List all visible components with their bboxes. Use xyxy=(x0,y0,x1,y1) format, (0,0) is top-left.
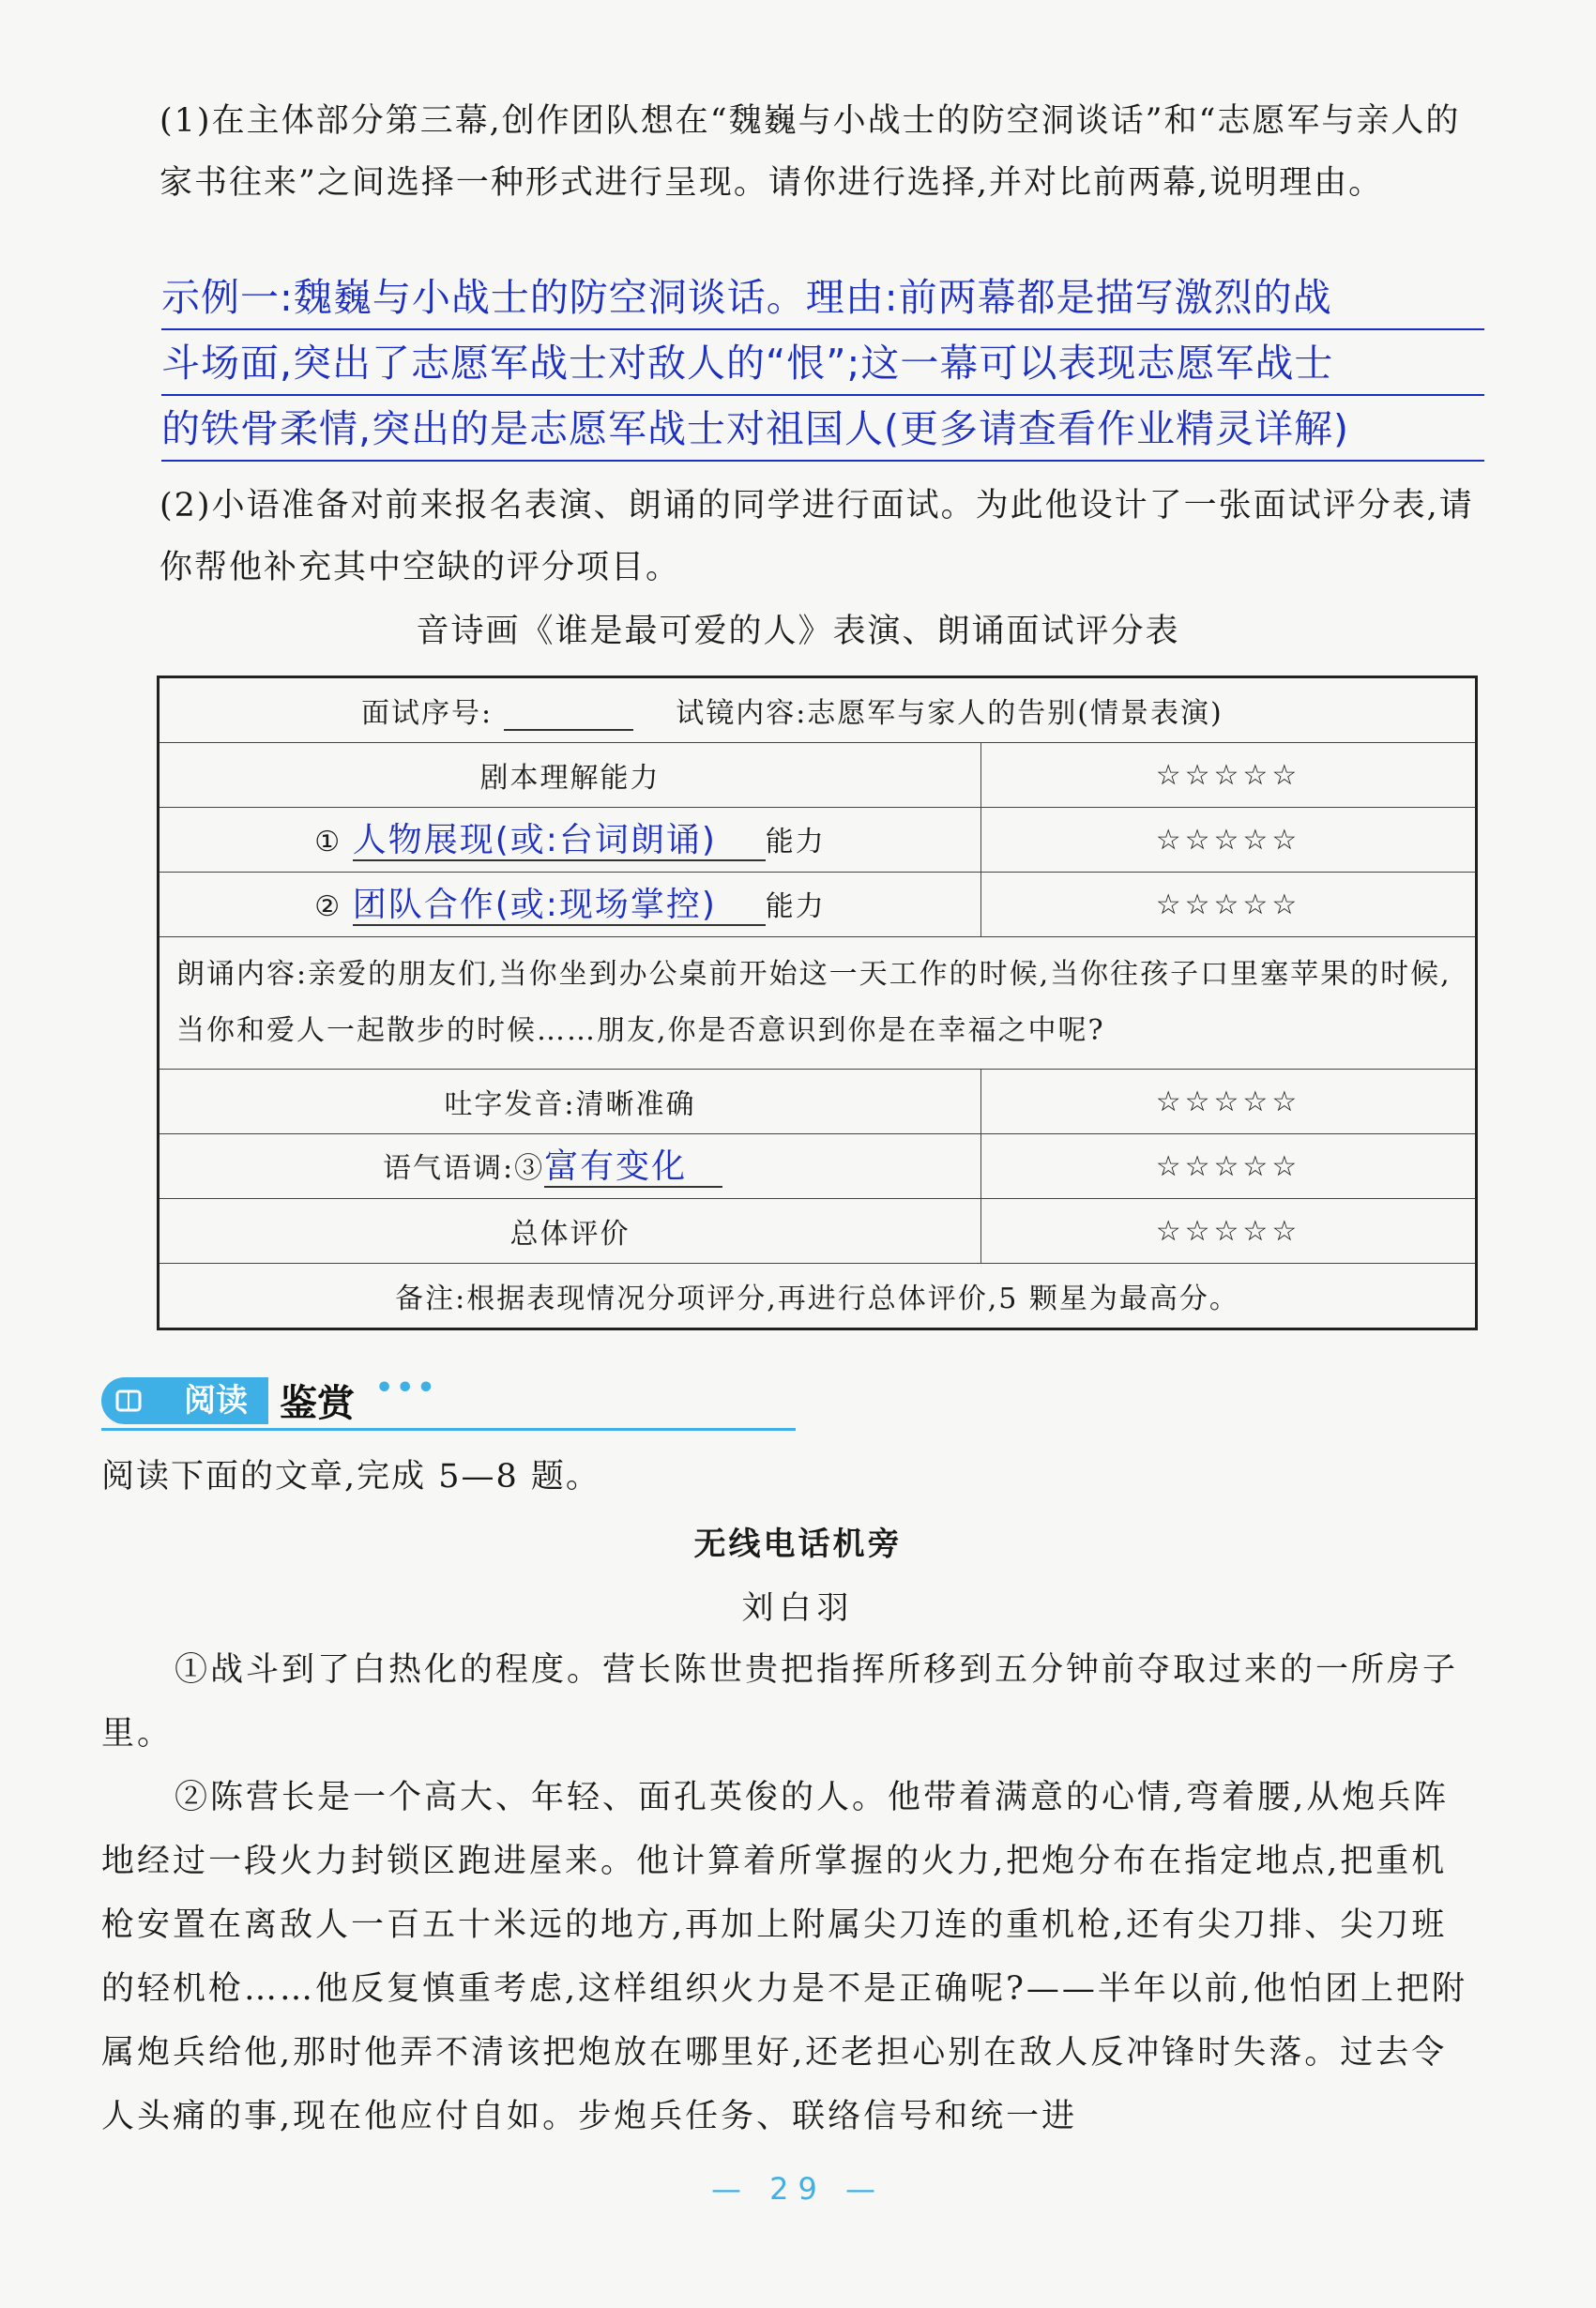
page-number: — 29 — xyxy=(710,2171,886,2207)
star-rating[interactable]: ☆☆☆☆☆ xyxy=(981,1199,1477,1264)
question-1-answer xyxy=(161,266,1484,463)
table-row xyxy=(159,1070,1477,1134)
section-title: 鉴赏 xyxy=(280,1382,355,1425)
table-row xyxy=(159,808,1477,873)
star-rating[interactable]: ☆☆☆☆☆ xyxy=(981,743,1477,808)
section-dots: ••• xyxy=(375,1372,438,1405)
score-table xyxy=(157,676,1478,1330)
answer-line-2: 斗场面,突出了志愿军战士对敌人的“恨”;这一幕可以表现志愿军战士 xyxy=(161,332,1484,396)
circle-number-2: ② xyxy=(314,890,342,923)
recite-content: 朗诵内容:亲爱的朋友们,当你坐到办公桌前开始这一天工作的时候,当你往孩子口里塞苹果的时候,当你和爱人一起散步的时候……朋友,你是否意识到你是在幸福之中呢? xyxy=(159,937,1477,1070)
answer-line-3: 的铁骨柔情,突出的是志愿军战士对祖国人(更多请查看作业精灵详解) xyxy=(161,398,1484,462)
answer-fill-2: 团队合作(或:现场掌控) xyxy=(353,887,766,926)
serial-label: 面试序号: xyxy=(361,697,494,730)
table-row xyxy=(159,743,1477,808)
row-label-ability-2 xyxy=(159,873,981,937)
table-row xyxy=(159,1264,1477,1329)
star-rating[interactable]: ☆☆☆☆☆ xyxy=(981,1070,1477,1134)
section-badge-label: 阅读 xyxy=(184,1382,248,1420)
table-row xyxy=(159,1199,1477,1264)
table-row xyxy=(159,937,1477,1070)
article-author: 刘白羽 xyxy=(741,1589,855,1627)
article-title: 无线电话机旁 xyxy=(693,1526,903,1563)
serial-blank[interactable] xyxy=(504,701,633,731)
table-row xyxy=(159,1134,1477,1199)
row-label-tone xyxy=(159,1134,981,1199)
book-icon xyxy=(114,1387,143,1415)
row-label-script: 剧本理解能力 xyxy=(159,743,981,808)
tone-label: 语气语调:③ xyxy=(383,1152,545,1185)
answer-line-1: 示例一:魏巍与小战士的防空洞谈话。理由:前两幕都是描写激烈的战 xyxy=(161,266,1484,330)
paragraph-2: ②陈营长是一个高大、年轻、面孔英俊的人。他带着满意的心情,弯着腰,从炮兵阵地经过一段火力封锁区跑进屋来。他计算着所掌握的火力,把炮分布在指定地点,把重机枪安置在离敌人一百五十米远的地方,再加上附属尖刀连的重机枪,还有尖刀排、尖刀班的轻机枪……他反复慎重考虑,这样组织火力是不是正确呢?——半年以前,他怕团上把附属炮兵给他,那时他弄不清该把炮放在哪里好,还老担心别在敌人反冲锋时失落。过去令人头痛的事,现在他应付自如。步炮兵任务、联络信号和统一进 xyxy=(101,1779,1468,2135)
section-divider xyxy=(101,1428,796,1431)
circle-number-1: ① xyxy=(314,826,342,858)
question-2-text: (2)小语准备对前来报名表演、朗诵的同学进行面试。为此他设计了一张面试评分表,请你帮他补充其中空缺的评分项目。 xyxy=(160,487,1474,586)
star-rating[interactable]: ☆☆☆☆☆ xyxy=(981,808,1477,873)
section-heading xyxy=(101,1372,796,1430)
answer-fill-1: 人物展现(或:台词朗诵) xyxy=(353,822,766,861)
answer-fill-3: 富有变化 xyxy=(544,1148,722,1188)
row-label-pronunciation: 吐字发音:清晰准确 xyxy=(159,1070,981,1134)
row-label-ability-1 xyxy=(159,808,981,873)
ability-suffix: 能力 xyxy=(765,826,826,858)
table-note: 备注:根据表现情况分项评分,再进行总体评价,5 颗星为最高分。 xyxy=(159,1264,1477,1329)
reading-instructions: 阅读下面的文章,完成 5—8 题。 xyxy=(101,1458,600,1496)
table-row xyxy=(159,873,1477,937)
star-rating[interactable]: ☆☆☆☆☆ xyxy=(981,1134,1477,1199)
star-rating[interactable]: ☆☆☆☆☆ xyxy=(981,873,1477,937)
table-title: 音诗画《谁是最可爱的人》表演、朗诵面试评分表 xyxy=(416,613,1180,650)
table-header-row xyxy=(159,677,1477,743)
paragraph-1: ①战斗到了白热化的程度。营长陈世贵把指挥所移到五分钟前夺取过来的一所房子里。 xyxy=(101,1651,1459,1753)
section-badge xyxy=(101,1377,268,1424)
row-label-overall: 总体评价 xyxy=(159,1199,981,1264)
question-1-text: (1)在主体部分第三幕,创作团队想在“魏巍与小战士的防空洞谈话”和“志愿军与亲人的家书往来”之间选择一种形式进行呈现。请你进行选择,并对比前两幕,说明理由。 xyxy=(160,102,1461,202)
audition-content: 试镜内容:志愿军与家人的告别(情景表演) xyxy=(676,697,1224,730)
ability-suffix: 能力 xyxy=(765,890,826,923)
